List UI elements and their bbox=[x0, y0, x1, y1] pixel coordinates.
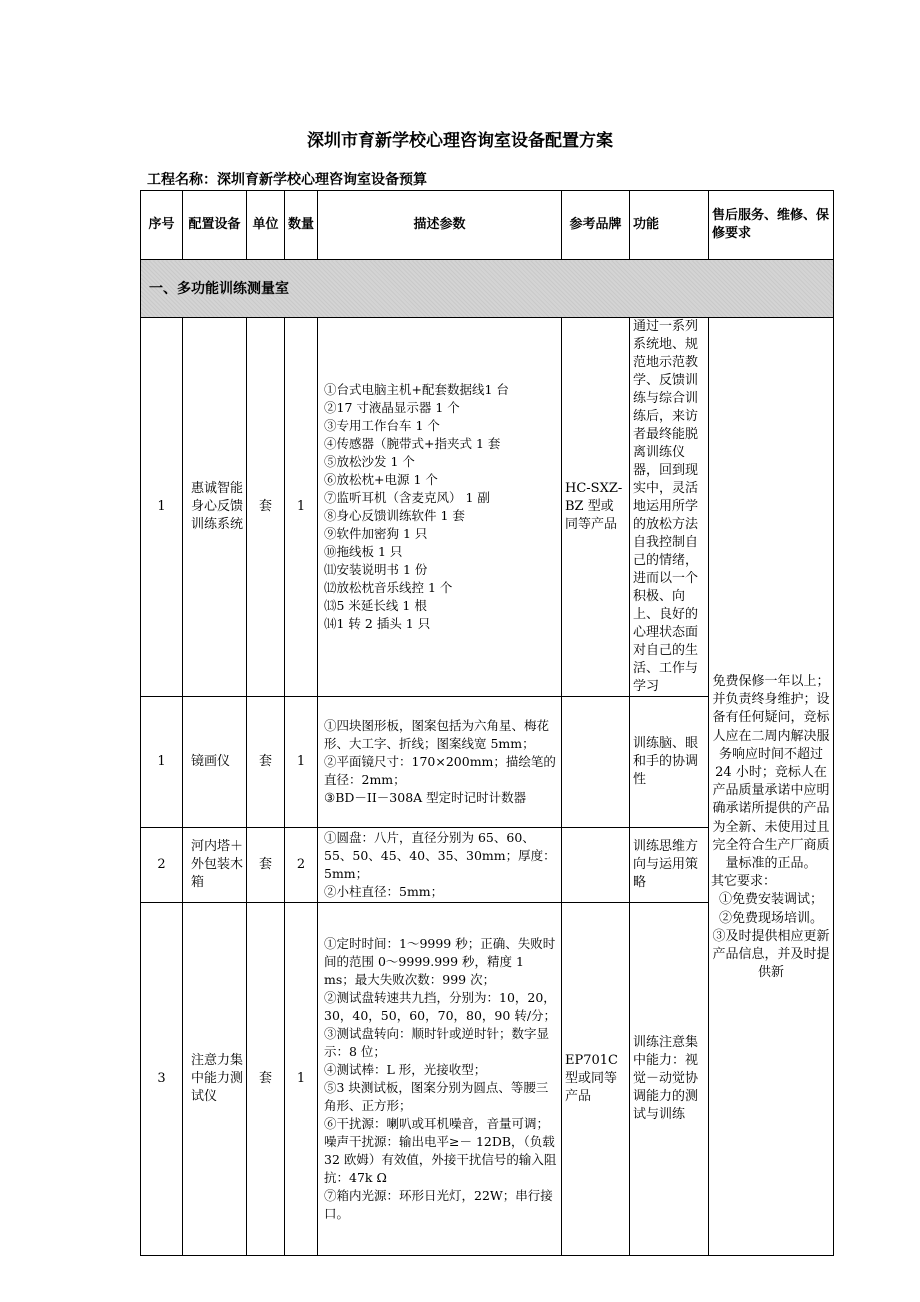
service-line: ③及时提供相应更新产品信息，并及时提供新 bbox=[712, 928, 830, 981]
service-line: 其它要求： bbox=[711, 874, 777, 890]
desc-line: ⑥放松枕+电源 1 个 bbox=[324, 472, 438, 487]
row-unit: 套 bbox=[247, 903, 285, 1256]
row-func: 通过一系列系统地、规范地示范教学、反馈训练与综合训练后，来访者最终能脱离训练仪器，回到现实中，灵活地运用所学的放松方法自我控制自己的情绪，进而以一个积极、向上、良好的心理状态面对自己的生活、工作与学习 bbox=[630, 318, 709, 697]
desc-line: ①定时时间：1～9999 秒；正确、失败时间的范围 0～9999.999 秒，精度 1 ms；最大失败次数：999 次； bbox=[324, 936, 556, 987]
row-seq: 1 bbox=[141, 697, 183, 828]
row-brand: HC-SXZ-BZ 型或同等产品 bbox=[562, 318, 630, 697]
service-line: ②免费现场培训。 bbox=[718, 910, 823, 926]
desc-line: ②平面镜尺寸：170×200mm；描绘笔的直径：2mm； bbox=[324, 754, 556, 787]
desc-line: ②17 寸液晶显示器 1 个 bbox=[324, 400, 460, 415]
desc-line: ⑥干扰源：喇叭或耳机噪音，音量可调；噪声干扰源：输出电平≥－ 12DB，（负载 32 欧姆）有效值，外接干扰信号的输入阻抗：47k Ω bbox=[324, 1116, 557, 1185]
row-seq: 2 bbox=[141, 828, 183, 903]
row-desc bbox=[318, 318, 562, 697]
row-qty: 1 bbox=[285, 903, 318, 1256]
desc-line: ⒁1 转 2 插头 1 只 bbox=[324, 616, 431, 631]
row-device: 注意力集中能力测试仪 bbox=[183, 903, 247, 1256]
row-qty: 1 bbox=[285, 697, 318, 828]
header-seq: 序号 bbox=[141, 191, 183, 260]
service-line: ①免费安装调试； bbox=[718, 892, 823, 908]
desc-line: ①台式电脑主机+配套数据线1 台 bbox=[324, 382, 509, 397]
desc-line: ①四块图形板，图案包括为六角星、梅花形、大工字、折线；图案线宽 5mm； bbox=[324, 718, 550, 751]
row-desc bbox=[318, 903, 562, 1256]
desc-line: ⑤3 块测试板，图案分别为圆点、等腰三角形、正方形； bbox=[324, 1080, 549, 1113]
row-unit: 套 bbox=[247, 697, 285, 828]
desc-line: ③测试盘转向：顺时针或逆时针；数字显示：8 位； bbox=[324, 1026, 550, 1059]
header-brand: 参考品牌 bbox=[562, 191, 630, 260]
header-device: 配置设备 bbox=[183, 191, 247, 260]
row-brand bbox=[562, 697, 630, 828]
service-requirements bbox=[709, 318, 834, 1256]
desc-line: ⑧身心反馈训练软件 1 套 bbox=[324, 508, 465, 523]
row-desc bbox=[318, 697, 562, 828]
row-qty: 2 bbox=[285, 828, 318, 903]
desc-line: ⑤放松沙发 1 个 bbox=[324, 454, 415, 469]
desc-line: ②测试盘转速共九挡，分别为：10，20，30，40，50，60，70，80，90 转/分； bbox=[324, 990, 557, 1023]
header-unit: 单位 bbox=[247, 191, 285, 260]
page-title: 深圳市育新学校心理咨询室设备配置方案 bbox=[307, 131, 613, 151]
row-device: 惠诚智能身心反馈训练系统 bbox=[183, 318, 247, 697]
header-qty: 数量 bbox=[285, 191, 318, 260]
row-func: 训练脑、眼和手的协调性 bbox=[630, 697, 709, 828]
desc-line: ⑦监听耳机（含麦克风） 1 副 bbox=[324, 490, 490, 505]
desc-line: ⑩拖线板 1 只 bbox=[324, 544, 403, 559]
desc-line: ⑾安装说明书 1 份 bbox=[324, 562, 428, 577]
header-func: 功能 bbox=[630, 191, 709, 260]
row-qty: 1 bbox=[285, 318, 318, 697]
service-line: 免费保修一年以上；并负责终身维护；设备有任何疑问，竞标人应在二周内解决服务响应时间不超过24 小时；竞标人在产品质量承诺中应明确承诺所提供的产品为全新、未使用过且完全符合生产厂商质量标准的正品。 bbox=[712, 674, 830, 872]
desc-line: ⒀5 米延长线 1 根 bbox=[324, 598, 427, 613]
header-service: 售后服务、维修、保修要求 bbox=[709, 191, 834, 260]
desc-line: ⑨软件加密狗 1 只 bbox=[324, 526, 428, 541]
desc-line: ③专用工作台车 1 个 bbox=[324, 418, 440, 433]
row-seq: 1 bbox=[141, 318, 183, 697]
desc-line: ⑿放松枕音乐线控 1 个 bbox=[324, 580, 453, 595]
row-func: 训练思维方向与运用策略 bbox=[630, 828, 709, 903]
desc-line: ⑦箱内光源：环形日光灯，22W；串行接口。 bbox=[324, 1188, 553, 1221]
section-title: 一、多功能训练测量室 bbox=[141, 260, 834, 318]
row-brand bbox=[562, 828, 630, 903]
header-desc: 描述参数 bbox=[318, 191, 562, 260]
row-device: 河内塔＋外包装木箱 bbox=[183, 828, 247, 903]
desc-line: ④测试棒：L 形，光接收型； bbox=[324, 1062, 487, 1077]
row-seq: 3 bbox=[141, 903, 183, 1256]
row-unit: 套 bbox=[247, 318, 285, 697]
row-func: 训练注意集中能力：视觉－动觉协调能力的测试与训练 bbox=[630, 903, 709, 1256]
desc-line: ①圆盘：八片，直径分别为 65、60、55、50、45、40、35、30mm；厚度：5mm； bbox=[324, 830, 556, 881]
desc-line: ④传感器（腕带式+指夹式 1 套 bbox=[324, 436, 501, 451]
row-brand: EP701C 型或同等产品 bbox=[562, 903, 630, 1256]
row-desc bbox=[318, 828, 562, 903]
desc-line: ②小柱直径：5mm； bbox=[324, 884, 444, 899]
row-unit: 套 bbox=[247, 828, 285, 903]
section-row bbox=[141, 260, 834, 318]
table-row bbox=[141, 318, 834, 697]
project-name: 工程名称：深圳育新学校心理咨询室设备预算 bbox=[147, 172, 427, 188]
header-row bbox=[141, 191, 834, 260]
equipment-table bbox=[140, 190, 834, 1256]
desc-line: ③BD－II－308A 型定时记时计数器 bbox=[324, 790, 527, 805]
row-device: 镜画仪 bbox=[183, 697, 247, 828]
